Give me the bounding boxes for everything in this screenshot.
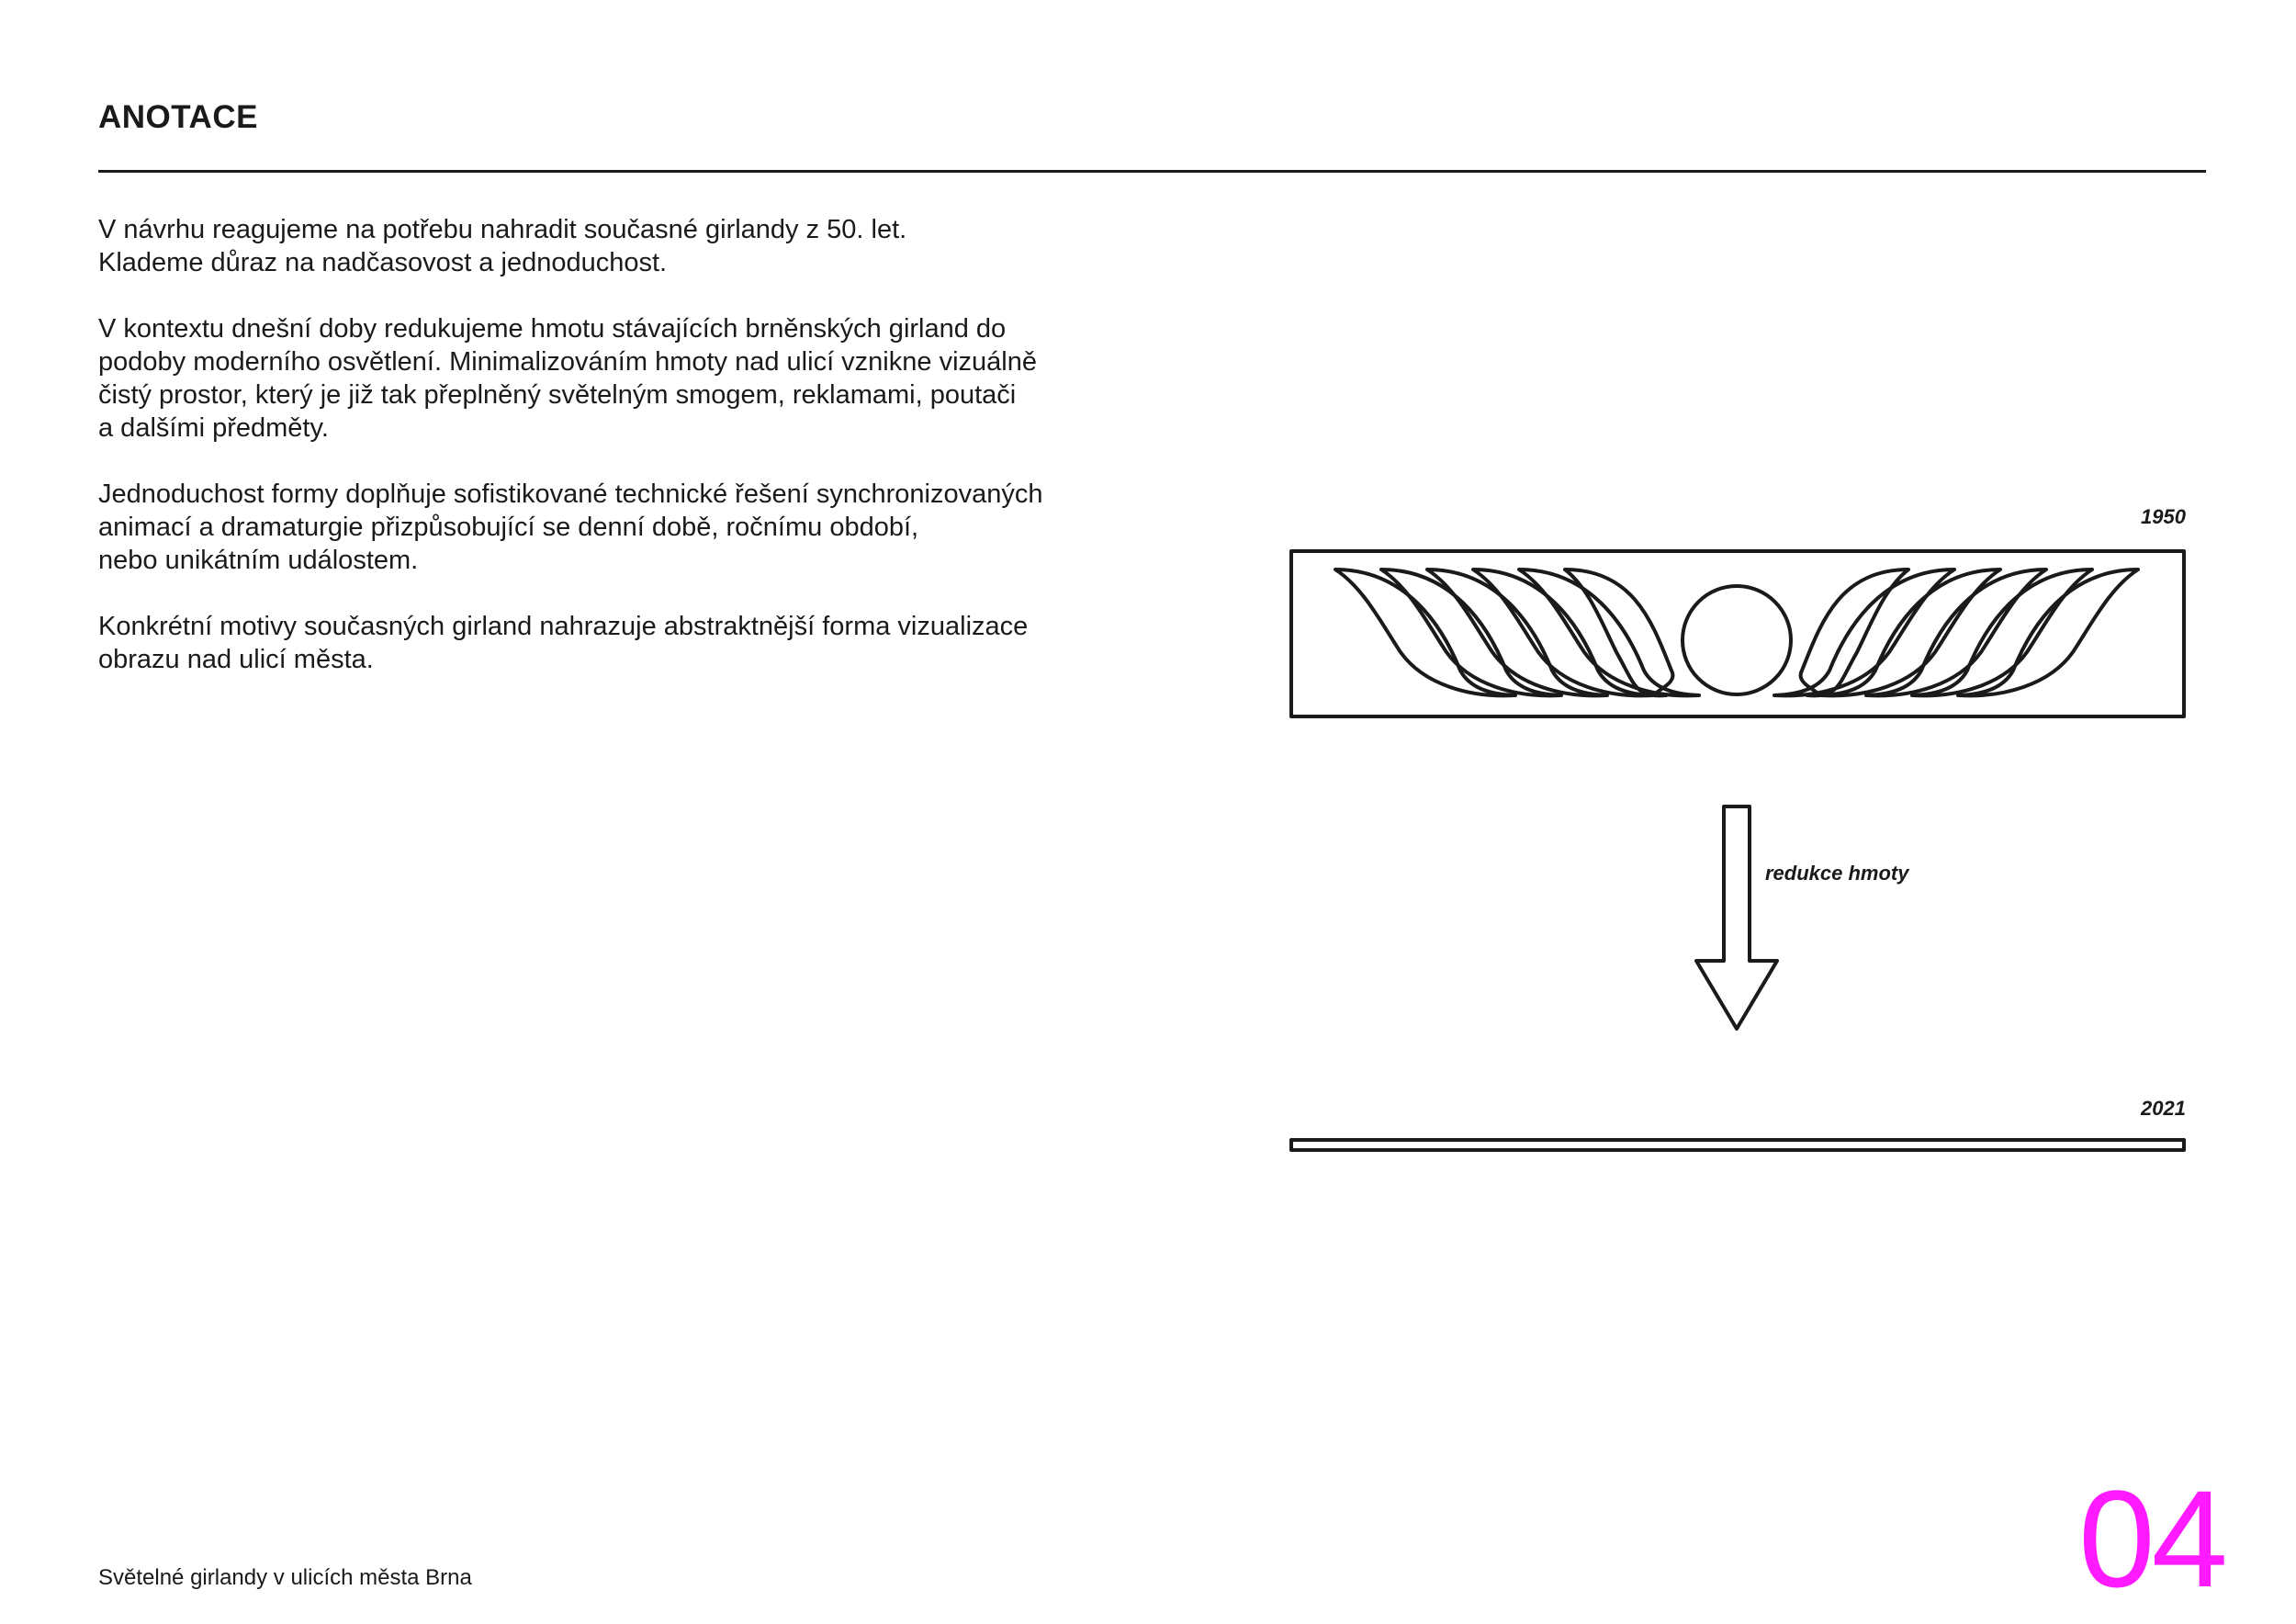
annotation-text: [98, 213, 1200, 709]
heading-divider: [98, 170, 2206, 173]
garland-2021-bar: [1291, 1140, 2184, 1150]
garland-1950-sun: [1683, 586, 1791, 694]
garland-1950-right-swooshes: [1774, 570, 2138, 695]
reduction-label: redukce hmoty: [1765, 862, 1909, 885]
reduction-arrow-icon: [1696, 806, 1777, 1029]
year-1950-label: 1950: [2141, 505, 2186, 528]
garland-1950-left-swooshes: [1335, 570, 1699, 695]
garland-1950-frame: [1291, 551, 2184, 716]
paragraph-1: V návrhu reagujeme na potřebu nahradit současné girlandy z 50. let. Klademe důraz na nadčasovost a jednoduchost.: [98, 215, 907, 277]
page-number: 04: [2078, 1461, 2224, 1616]
footer-document-title: Světelné girlandy v ulicích města Brna: [98, 1565, 472, 1590]
page-heading: ANOTACE: [98, 99, 258, 135]
year-2021-label: 2021: [2141, 1097, 2186, 1120]
paragraph-2: V kontextu dnešní doby redukujeme hmotu stávajících brněnských girland do podoby moderního osvětlení. Minimalizováním hmoty nad ulicí vznikne vizuálně čistý prostor, který je již tak přeplněný světelným smogem, reklamami, poutači a dalšími předměty.: [98, 314, 1037, 443]
paragraph-3: Jednoduchost formy doplňuje sofistikované technické řešení synchronizovaných animací a dramaturgie přizpůsobující se denní době, ročnímu období, nebo unikátním událostem.: [98, 479, 1043, 575]
paragraph-4: Konkrétní motivy současných girland nahrazuje abstraktnější forma vizualizace obrazu nad ulicí města.: [98, 612, 1029, 674]
